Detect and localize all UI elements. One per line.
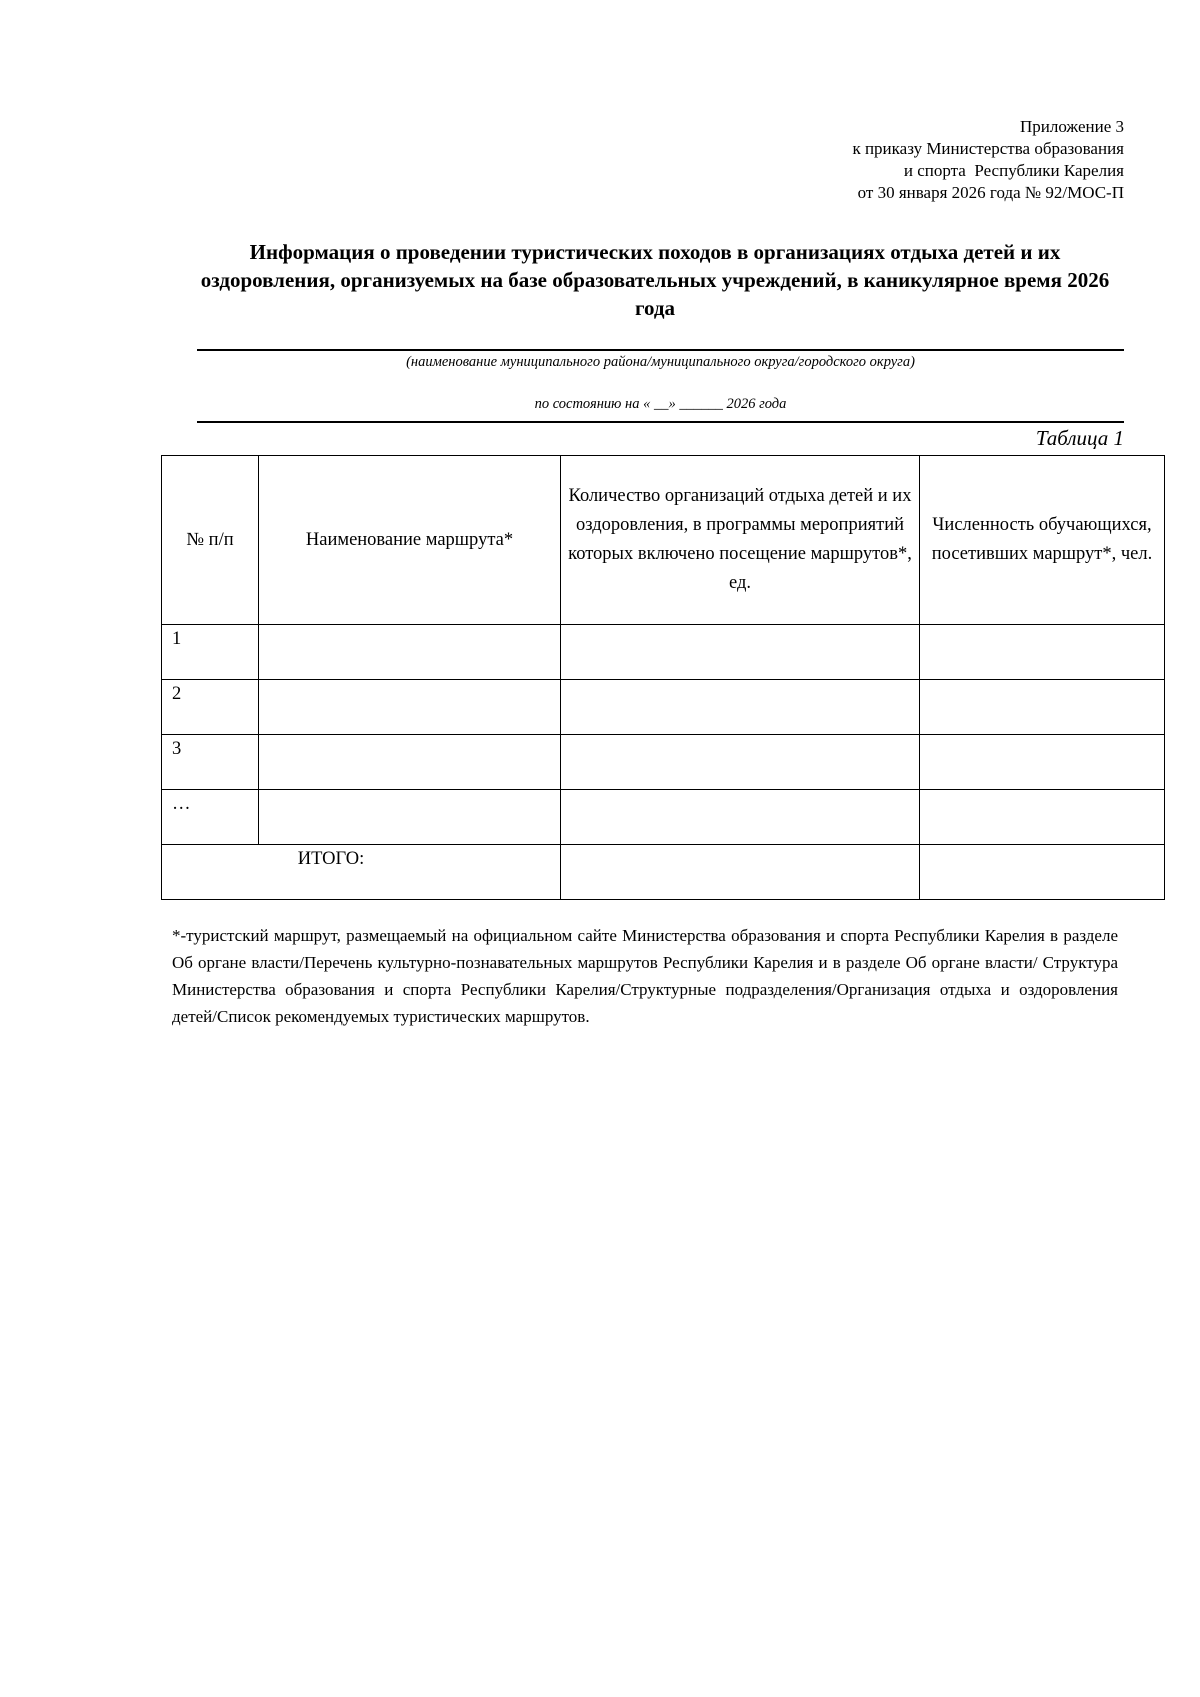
organizations-count-cell <box>561 735 920 790</box>
total-label: ИТОГО: <box>162 845 561 900</box>
students-count-cell <box>920 790 1165 845</box>
header-organizations-count: Количество организаций отдыха детей и их оздоровления, в программы мероприятий которых включено посещение маршрутов*, ед. <box>561 456 920 625</box>
table-label: Таблица 1 <box>1035 426 1124 450</box>
appendix-block <box>852 116 1124 204</box>
table-row <box>162 735 1165 790</box>
route-name-cell <box>259 625 561 680</box>
total-organizations-cell <box>561 845 920 900</box>
organizations-count-cell <box>561 625 920 680</box>
row-number: 1 <box>162 625 259 680</box>
municipality-underline <box>197 349 1124 351</box>
document-title: Информация о проведении туристических походов в организациях отдыха детей и их оздоровления, организуемых на базе образовательных учреждений, в каникулярное время 2026 года <box>200 240 1110 320</box>
route-name-cell <box>259 680 561 735</box>
students-count-cell <box>920 735 1165 790</box>
table-row <box>162 790 1165 845</box>
appendix-line: и спорта Республики Карелия <box>903 161 1124 180</box>
header-route-name: Наименование маршрута* <box>259 456 561 625</box>
table-header-row <box>162 456 1165 625</box>
footnote: *-туристский маршрут, размещаемый на официальном сайте Министерства образования и спорта Республики Карелия в разделе Об органе власти/Перечень культурно-познавательных маршрутов Республики Карелия и в разделе Об органе власти/ Структура Министерства образования и спорта Республики Карелия/Структурные подразделения/Организация отдыха и оздоровления детей/Список рекомендуемых туристических маршрутов. <box>172 926 1118 1026</box>
total-students-cell <box>920 845 1165 900</box>
appendix-line: от 30 января 2026 года № 92/МОС-П <box>857 183 1124 202</box>
header-number: № п/п <box>162 456 259 625</box>
table-row <box>162 625 1165 680</box>
students-count-cell <box>920 680 1165 735</box>
municipality-caption: (наименование муниципального района/муниципального округа/городского округа) <box>406 354 915 370</box>
status-underline <box>197 421 1124 423</box>
row-number: 2 <box>162 680 259 735</box>
report-table <box>161 455 1165 900</box>
students-count-cell <box>920 625 1165 680</box>
route-name-cell <box>259 790 561 845</box>
appendix-line: Приложение 3 <box>1020 117 1124 136</box>
appendix-line: к приказу Министерства образования <box>852 139 1124 158</box>
table-total-row <box>162 845 1165 900</box>
row-number: 3 <box>162 735 259 790</box>
row-number: … <box>162 790 259 845</box>
status-date-line: по состоянию на « __» ______ 2026 года <box>534 396 787 412</box>
route-name-cell <box>259 735 561 790</box>
table-row <box>162 680 1165 735</box>
organizations-count-cell <box>561 790 920 845</box>
header-students-count: Численность обучающихся, посетивших маршрут*, чел. <box>920 456 1165 625</box>
organizations-count-cell <box>561 680 920 735</box>
